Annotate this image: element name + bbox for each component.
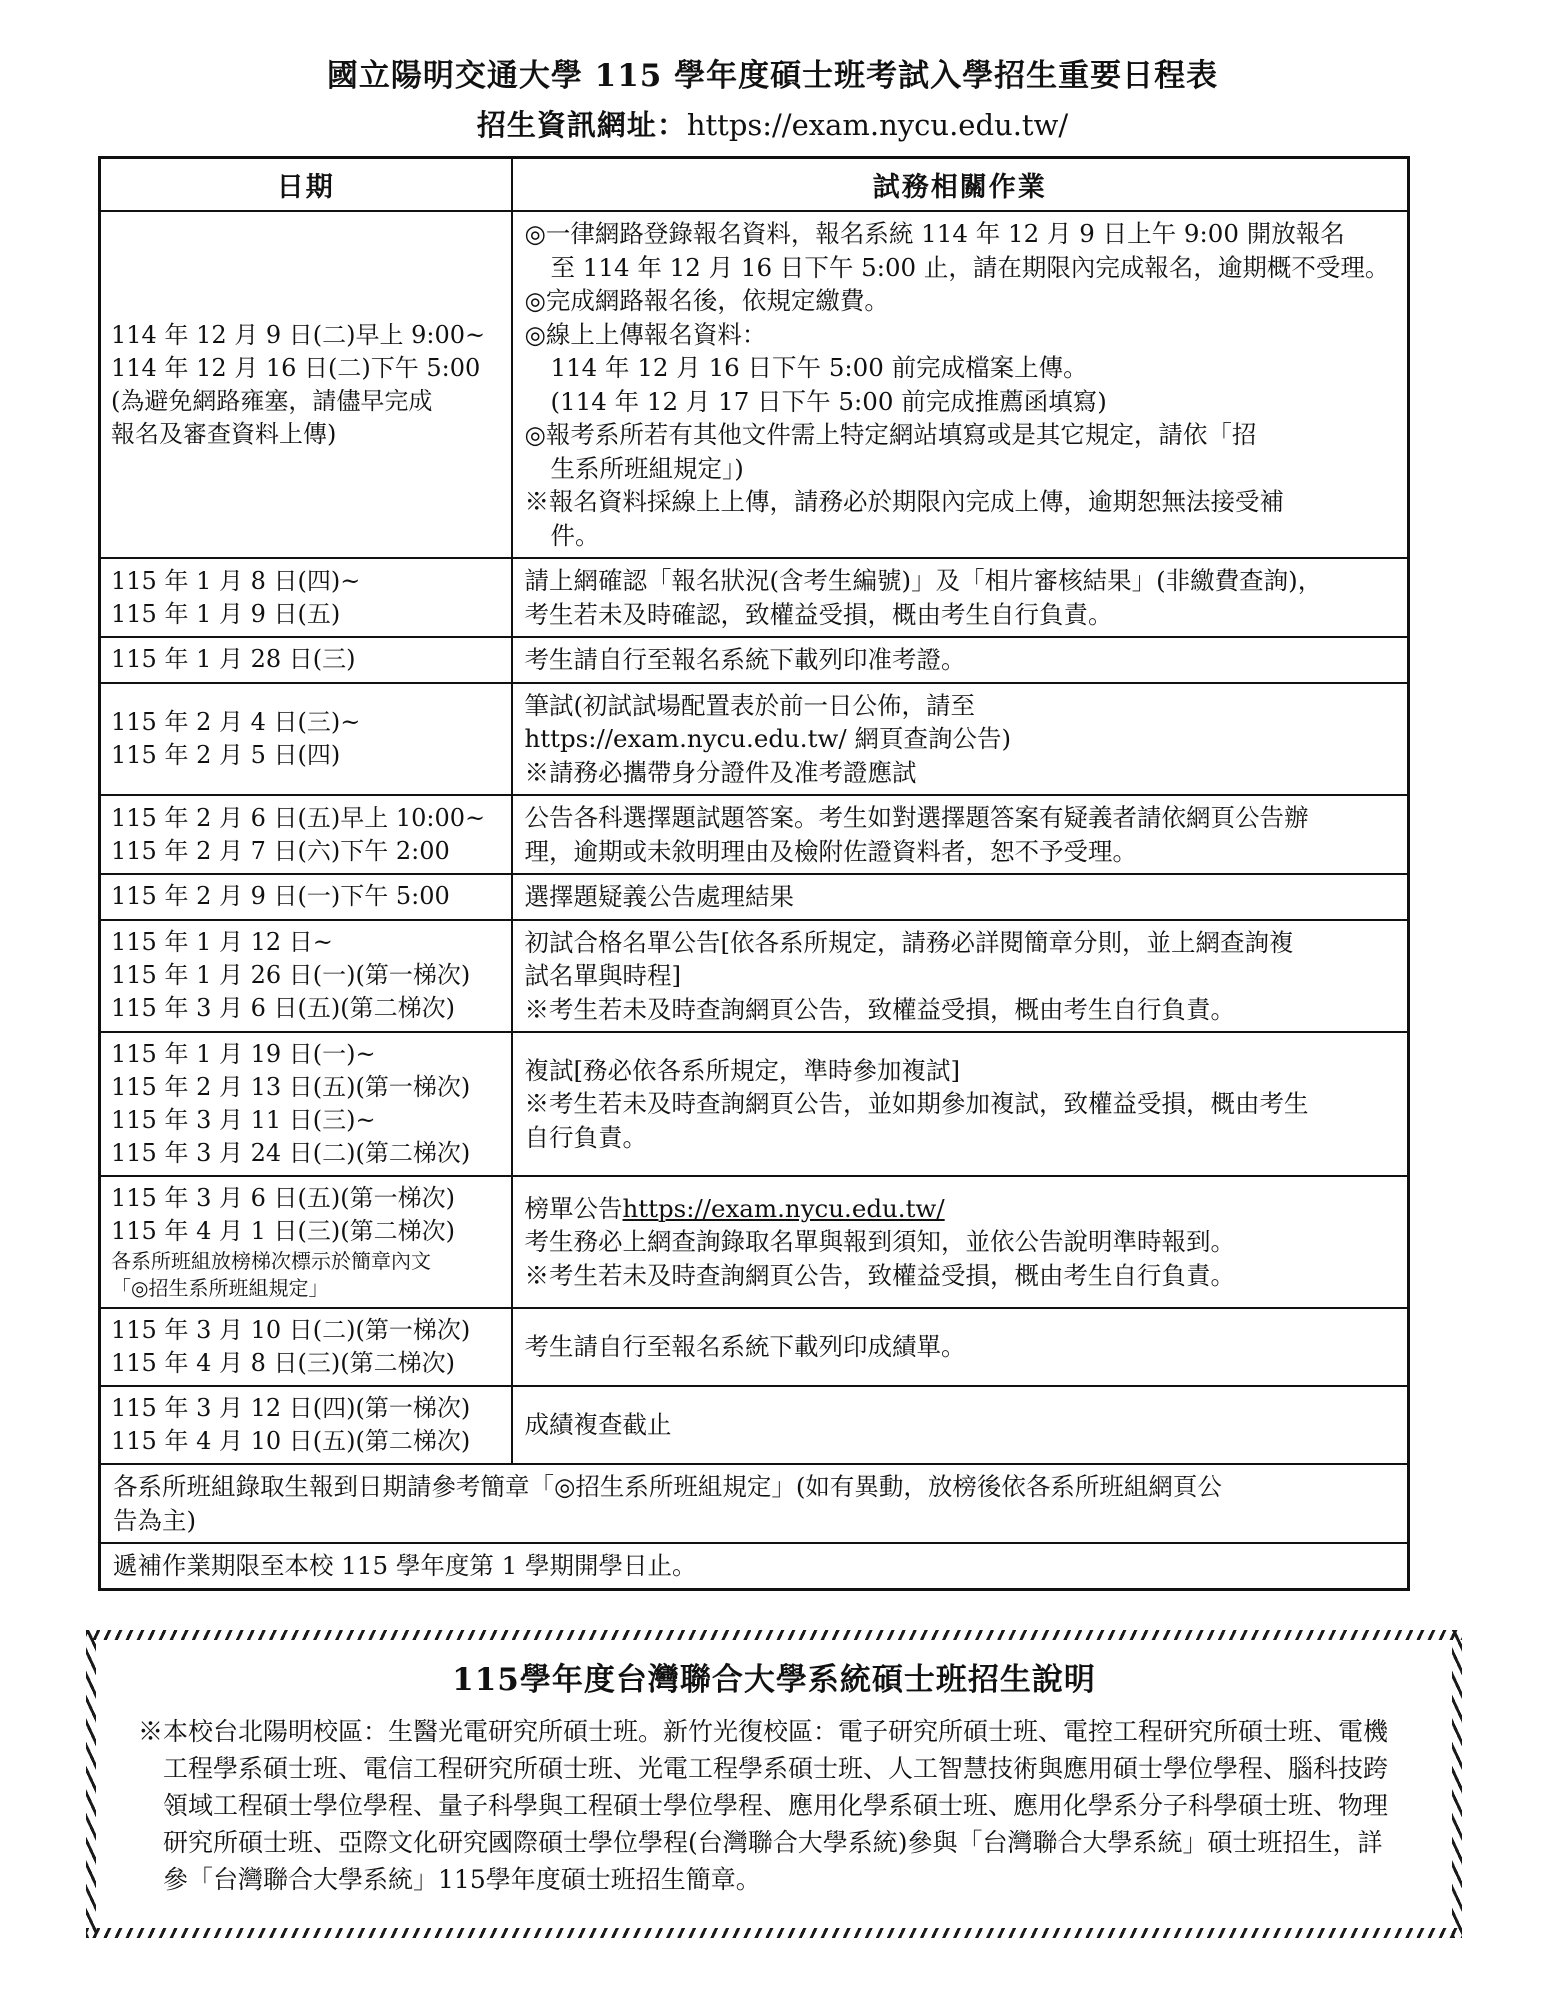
- table-row: [100, 920, 1409, 1033]
- task-line: 請上網確認「報名狀況(含考生編號)」及「相片審核結果」(非繳費查詢)，: [524, 566, 1323, 595]
- task-line: 考生請自行至報名系統下載列印成績單。: [524, 1332, 966, 1362]
- table-row: [100, 795, 1409, 874]
- date-cell: [100, 1308, 512, 1386]
- task-line: 工程學系碩士班、電信工程研究所碩士班、光電工程學系碩士班、人工智慧技術與應用碩士學位學程、腦科技跨: [163, 1754, 1389, 1783]
- date-line: 「◎招生系所班組規定」: [111, 1276, 329, 1300]
- tasks-cell: [512, 1386, 1409, 1464]
- date-line: 115 年 2 月 5 日(四): [111, 740, 341, 769]
- date-line: 115 年 4 月 10 日(五)(第二梯次): [111, 1427, 471, 1455]
- task-line: [525, 1192, 1398, 1226]
- table-row: [100, 1032, 1409, 1176]
- date-cell: [100, 1176, 512, 1308]
- task-line: 生系所班組規定」): [550, 453, 744, 483]
- table-row: [100, 211, 1409, 558]
- union-system-notice-box: [86, 1630, 1462, 1938]
- notice-title: 115學年度台灣聯合大學系統碩士班招生說明: [452, 1662, 1096, 1698]
- date-column-header: 日期: [100, 158, 512, 212]
- task-line: 考生請自行至報名系統下載列印准考證。: [524, 645, 966, 674]
- admission-info-url: https://exam.nycu.edu.tw/: [686, 108, 1069, 142]
- task-line: ※報名資料採線上上傳，請務必於期限內完成上傳，逾期恕無法接受補: [524, 487, 1284, 516]
- date-line: 115 年 3 月 12 日(四)(第一梯次): [111, 1394, 471, 1422]
- task-line: 理，逾期或未敘明理由及檢附佐證資料者，恕不予受理。: [524, 836, 1137, 866]
- task-line: 告為主): [113, 1505, 197, 1535]
- task-line: 參「台灣聯合大學系統」115學年度碩士班招生簡章。: [163, 1865, 761, 1894]
- hatched-border-bottom: [86, 1928, 1462, 1938]
- task-line: 114 年 12 月 16 日下午 5:00 前完成檔案上傳。: [550, 353, 1088, 382]
- date-line: 115 年 4 月 8 日(三)(第二梯次): [111, 1349, 455, 1377]
- exam-site-link[interactable]: https://exam.nycu.edu.tw/: [622, 1193, 945, 1223]
- task-line: (114 年 12 月 17 日下午 5:00 前完成推薦函填寫): [550, 386, 1107, 416]
- table-row: [100, 874, 1409, 920]
- task-line: ※請務必攜帶身分證件及准考證應試: [524, 757, 917, 787]
- task-line: 各系所班組錄取生報到日期請參考簡章「◎招生系所班組規定」(如有異動，放榜後依各系所班組網頁公: [113, 1472, 1222, 1501]
- task-line: ◎完成網路報名後，依規定繳費。: [524, 286, 889, 315]
- date-line: 115 年 2 月 9 日(一)下午 5:00: [111, 882, 450, 911]
- table-row: [100, 1176, 1409, 1308]
- hatched-border-right: [1452, 1630, 1462, 1938]
- task-line: 至 114 年 12 月 16 日下午 5:00 止，請在期限內完成報名，逾期概不受理。: [550, 252, 1390, 282]
- page-title: 國立陽明交通大學 115 學年度碩士班考試入學招生重要日程表: [326, 58, 1219, 94]
- date-line: 115 年 1 月 8 日(四)~: [111, 566, 361, 595]
- hatched-border-left: [86, 1630, 96, 1938]
- tasks-cell: [512, 795, 1409, 874]
- tasks-cell: [512, 683, 1409, 796]
- table-row: [100, 683, 1409, 796]
- date-cell: [100, 795, 512, 874]
- page-subtitle: [0, 103, 1545, 144]
- task-line: 複試[務必依各系所規定，準時參加複試]: [524, 1055, 961, 1085]
- subtitle-label: 招生資訊網址：: [476, 108, 687, 142]
- task-line: 自行負責。: [524, 1122, 647, 1152]
- date-line: 各系所班組放榜梯次標示於簡章內文: [111, 1249, 431, 1273]
- date-cell: [100, 683, 512, 796]
- task-line: 選擇題疑義公告處理結果: [524, 882, 794, 911]
- date-line: 115 年 1 月 26 日(一)(第一梯次): [111, 961, 471, 990]
- task-line: 試名單與時程]: [524, 961, 682, 990]
- tasks-cell: [512, 874, 1409, 920]
- tasks-cell: [512, 637, 1409, 683]
- task-line: ※考生若未及時查詢網頁公告，致權益受損，概由考生自行負責。: [524, 994, 1235, 1024]
- task-line: https://exam.nycu.edu.tw/ 網頁查詢公告): [524, 724, 1012, 753]
- date-cell: [100, 558, 512, 637]
- date-line: 115 年 2 月 13 日(五)(第一梯次): [111, 1073, 471, 1101]
- task-line: ※考生若未及時查詢網頁公告，致權益受損，概由考生自行負責。: [524, 1260, 1235, 1290]
- hatched-border-top: [86, 1630, 1462, 1640]
- tasks-cell: [512, 1176, 1409, 1308]
- table-row: [100, 1543, 1409, 1589]
- tasks-cell: [512, 920, 1409, 1033]
- date-line: 115 年 1 月 19 日(一)~: [111, 1040, 376, 1068]
- date-line: 115 年 4 月 1 日(三)(第二梯次): [111, 1217, 455, 1245]
- date-line: 115 年 3 月 24 日(二)(第二梯次): [111, 1139, 471, 1167]
- task-line: ◎一律網路登錄報名資料，報名系統 114 年 12 月 9 日上午 9:00 開放報名: [524, 219, 1345, 248]
- schedule-table: [98, 156, 1410, 1591]
- task-line: 初試合格名單公告[依各系所規定，請務必詳閱簡章分則，並上網查詢複: [524, 927, 1294, 957]
- task-line: 遞補作業期限至本校 115 學年度第 1 學期開學日止。: [113, 1551, 697, 1580]
- task-line: 研究所碩士班、亞際文化研究國際碩士學位學程(台灣聯合大學系統)參與「台灣聯合大學系統」碩士班招生，詳: [163, 1828, 1383, 1857]
- date-cell: [100, 211, 512, 558]
- date-line: 115 年 1 月 9 日(五): [111, 599, 341, 628]
- table-row: [100, 1464, 1409, 1543]
- date-cell: [100, 920, 512, 1033]
- date-line: 114 年 12 月 16 日(二)下午 5:00: [111, 353, 481, 382]
- task-line: ◎報考系所若有其他文件需上特定網站填寫或是其它規定，請依「招: [524, 420, 1257, 449]
- date-line: 115 年 3 月 10 日(二)(第一梯次): [111, 1316, 471, 1344]
- date-line: 115 年 3 月 6 日(五)(第一梯次): [111, 1184, 455, 1212]
- date-line: (為避免網路雍塞，請儘早完成: [111, 386, 433, 415]
- task-line: ※本校台北陽明校區：生醫光電研究所碩士班。新竹光復校區：電子研究所碩士班、電控工程研究所碩士班、電機: [138, 1717, 1389, 1746]
- task-line: 件。: [550, 520, 600, 550]
- schedule-table-body: [100, 211, 1409, 1589]
- tasks-column-header: 試務相關作業: [512, 158, 1409, 212]
- task-line: 領域工程碩士學位學程、量子科學與工程碩士學位學程、應用化學系碩士班、應用化學系分子科學碩士班、物理: [163, 1791, 1389, 1820]
- date-line: 115 年 1 月 28 日(三): [111, 645, 356, 674]
- date-line: 115 年 3 月 11 日(三)~: [111, 1106, 376, 1134]
- full-width-cell: [100, 1464, 1409, 1543]
- task-line: 公告各科選擇題試題答案。考生如對選擇題答案有疑義者請依網頁公告辦: [524, 803, 1309, 832]
- notice-body: [86, 1699, 1462, 1898]
- tasks-cell: [512, 1308, 1409, 1386]
- date-line: 115 年 2 月 6 日(五)早上 10:00~: [111, 803, 486, 832]
- date-line: 115 年 2 月 7 日(六)下午 2:00: [111, 836, 450, 865]
- date-cell: [100, 1386, 512, 1464]
- table-row: [100, 637, 1409, 683]
- date-line: 115 年 2 月 4 日(三)~: [111, 707, 361, 736]
- task-line: 成績複查截止: [524, 1410, 672, 1440]
- date-line: 114 年 12 月 9 日(二)早上 9:00~: [111, 320, 486, 349]
- tasks-cell: [512, 558, 1409, 637]
- task-line: 筆試(初試試場配置表於前一日公佈，請至: [524, 690, 976, 720]
- date-cell: [100, 874, 512, 920]
- full-width-cell: [100, 1543, 1409, 1589]
- task-line: 考生務必上網查詢錄取名單與報到須知，並依公告說明準時報到。: [524, 1227, 1235, 1257]
- date-line: 115 年 1 月 12 日~: [111, 928, 333, 957]
- tasks-cell: [512, 1032, 1409, 1176]
- header-row: [100, 158, 1409, 212]
- task-line: 考生若未及時確認，致權益受損，概由考生自行負責。: [524, 599, 1113, 629]
- task-line: ※考生若未及時查詢網頁公告，並如期參加複試，致權益受損，概由考生: [524, 1089, 1309, 1119]
- table-row: [100, 558, 1409, 637]
- tasks-cell: [512, 211, 1409, 558]
- table-row: [100, 1308, 1409, 1386]
- date-line: 115 年 3 月 6 日(五)(第二梯次): [111, 994, 455, 1023]
- task-line-prefix: 榜單公告: [524, 1193, 623, 1223]
- date-cell: [100, 637, 512, 683]
- task-line: ◎線上上傳報名資料：: [524, 319, 767, 349]
- date-cell: [100, 1032, 512, 1176]
- date-line: 報名及審查資料上傳): [111, 419, 337, 448]
- table-row: [100, 1386, 1409, 1464]
